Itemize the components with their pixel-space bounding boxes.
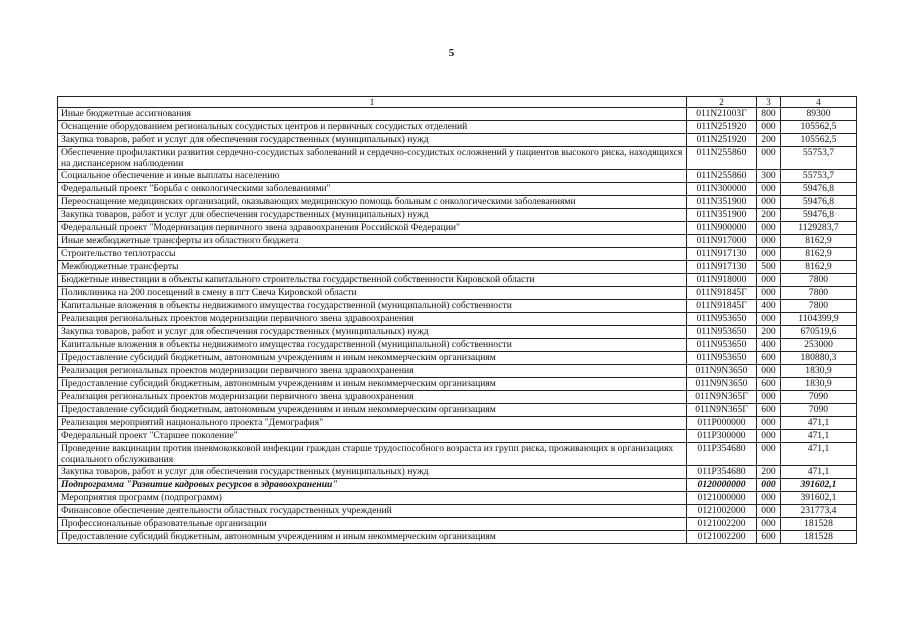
row-type: 400	[757, 339, 781, 352]
row-type: 200	[757, 326, 781, 339]
row-name: Федеральный проект "Модернизация первичного звена здравоохранения Российской Федерации"	[58, 222, 687, 235]
row-amount: 105562,5	[781, 121, 857, 134]
row-name: Закупка товаров, работ и услуг для обеспечения государственных (муниципальных) нужд	[58, 134, 687, 147]
row-amount: 8162,9	[781, 235, 857, 248]
row-name: Строительство теплотрассы	[58, 248, 687, 261]
row-code: 0120000000	[687, 479, 757, 492]
row-amount: 7090	[781, 404, 857, 417]
table-header-row	[58, 97, 857, 108]
row-name: Бюджетные инвестиции в объекты капитального строительства государственной собственности Кировской области	[58, 274, 687, 287]
row-amount: 1104399,9	[781, 313, 857, 326]
row-name: Предоставление субсидий бюджетным, автономным учреждениям и иным некоммерческим организациям	[58, 378, 687, 391]
row-type: 000	[757, 505, 781, 518]
budget-table	[57, 96, 857, 544]
row-name: Предоставление субсидий бюджетным, автономным учреждениям и иным некоммерческим организациям	[58, 404, 687, 417]
table-row	[58, 404, 857, 417]
row-code: 011N9N3650	[687, 365, 757, 378]
row-code: 011N917130	[687, 248, 757, 261]
row-amount: 471,1	[781, 417, 857, 430]
row-code: 011N953650	[687, 326, 757, 339]
header-col-2: 2	[687, 97, 757, 108]
row-name: Межбюджетные трансферты	[58, 261, 687, 274]
row-type: 800	[757, 108, 781, 121]
row-type: 300	[757, 170, 781, 183]
row-code: 0121002200	[687, 531, 757, 544]
row-code: 011N953650	[687, 352, 757, 365]
row-amount: 105562,5	[781, 134, 857, 147]
row-amount: 253000	[781, 339, 857, 352]
table-row	[58, 196, 857, 209]
table-row	[58, 326, 857, 339]
row-code: 011N351900	[687, 209, 757, 222]
row-name: Социальное обеспечение и иные выплаты населению	[58, 170, 687, 183]
table-row	[58, 365, 857, 378]
row-type: 000	[757, 479, 781, 492]
row-type: 000	[757, 287, 781, 300]
table-row	[58, 505, 857, 518]
row-amount: 7090	[781, 391, 857, 404]
row-code: 011P354680	[687, 466, 757, 479]
header-col-3: 3	[757, 97, 781, 108]
table-row	[58, 121, 857, 134]
row-name: Предоставление субсидий бюджетным, автономным учреждениям и иным некоммерческим организациям	[58, 531, 687, 544]
row-amount: 181528	[781, 531, 857, 544]
table-row	[58, 183, 857, 196]
row-name: Переоснащение медицинских организаций, оказывающих медицинскую помощь больным с онкологическими заболеваниями	[58, 196, 687, 209]
row-code: 0121000000	[687, 492, 757, 505]
row-amount: 471,1	[781, 466, 857, 479]
row-type: 000	[757, 443, 781, 466]
row-amount: 59476,8	[781, 209, 857, 222]
row-amount: 55753,7	[781, 170, 857, 183]
row-code: 0121002000	[687, 505, 757, 518]
row-name: Проведение вакцинации против пневмококковой инфекции граждан старше трудоспособного возраста из групп риска, проживающих в организациях социального обслуживания	[58, 443, 687, 466]
row-code: 011N9N365Г	[687, 404, 757, 417]
row-type: 500	[757, 261, 781, 274]
table-row	[58, 417, 857, 430]
row-name: Поликлиника на 200 посещений в смену в пгт Свеча Кировской области	[58, 287, 687, 300]
row-code: 011N918000	[687, 274, 757, 287]
row-type: 000	[757, 518, 781, 531]
row-name: Капитальные вложения в объекты недвижимого имущества государственной (муниципальной) собственности	[58, 300, 687, 313]
row-code: 011N251920	[687, 134, 757, 147]
row-code: 011N91845Г	[687, 300, 757, 313]
row-type: 000	[757, 248, 781, 261]
row-code: 011P000000	[687, 417, 757, 430]
row-type: 000	[757, 492, 781, 505]
row-type: 200	[757, 466, 781, 479]
row-type: 000	[757, 391, 781, 404]
row-name: Капитальные вложения в объекты недвижимого имущества государственной (муниципальной) собственности	[58, 339, 687, 352]
row-name: Закупка товаров, работ и услуг для обеспечения государственных (муниципальных) нужд	[58, 209, 687, 222]
row-amount: 1830,9	[781, 365, 857, 378]
row-name: Закупка товаров, работ и услуг для обеспечения государственных (муниципальных) нужд	[58, 326, 687, 339]
row-name: Финансовое обеспечение деятельности областных государственных учреждений	[58, 505, 687, 518]
row-name: Реализация мероприятий национального проекта "Демография"	[58, 417, 687, 430]
row-amount: 180880,3	[781, 352, 857, 365]
row-amount: 8162,9	[781, 261, 857, 274]
row-name: Иные межбюджетные трансферты из областного бюджета	[58, 235, 687, 248]
table-row	[58, 274, 857, 287]
row-amount: 231773,4	[781, 505, 857, 518]
row-type: 000	[757, 222, 781, 235]
row-type: 600	[757, 378, 781, 391]
row-name: Реализация региональных проектов модернизации первичного звена здравоохранения	[58, 391, 687, 404]
row-amount: 7800	[781, 287, 857, 300]
row-amount: 7800	[781, 300, 857, 313]
table-row	[58, 313, 857, 326]
header-col-4: 4	[781, 97, 857, 108]
row-name: Подпрограмма "Развитие кадровых ресурсов в здравоохранении"	[58, 479, 687, 492]
row-type: 000	[757, 147, 781, 170]
row-type: 000	[757, 313, 781, 326]
row-amount: 391602,1	[781, 479, 857, 492]
row-code: 0121002200	[687, 518, 757, 531]
row-code: 011N953650	[687, 313, 757, 326]
table-row	[58, 235, 857, 248]
row-amount: 59476,8	[781, 183, 857, 196]
row-type: 000	[757, 183, 781, 196]
row-code: 011N351900	[687, 196, 757, 209]
table-row	[58, 170, 857, 183]
row-amount: 55753,7	[781, 147, 857, 170]
table-row	[58, 134, 857, 147]
row-code: 011N251920	[687, 121, 757, 134]
table-row	[58, 339, 857, 352]
row-type: 000	[757, 430, 781, 443]
table-row	[58, 287, 857, 300]
table-row	[58, 222, 857, 235]
row-type: 600	[757, 352, 781, 365]
row-amount: 1129283,7	[781, 222, 857, 235]
table-row	[58, 378, 857, 391]
row-code: 011N91845Г	[687, 287, 757, 300]
table-row	[58, 531, 857, 544]
table-row	[58, 466, 857, 479]
table-row	[58, 300, 857, 313]
row-code: 011N9N3650	[687, 378, 757, 391]
row-type: 000	[757, 121, 781, 134]
row-code: 011N900000	[687, 222, 757, 235]
row-name: Федеральный проект "Борьба с онкологическими заболеваниями"	[58, 183, 687, 196]
row-amount: 471,1	[781, 443, 857, 466]
row-amount: 1830,9	[781, 378, 857, 391]
row-name: Закупка товаров, работ и услуг для обеспечения государственных (муниципальных) нужд	[58, 466, 687, 479]
row-amount: 471,1	[781, 430, 857, 443]
page-number: 5	[448, 47, 455, 59]
row-name: Федеральный проект "Старшее поколение"	[58, 430, 687, 443]
header-col-1: 1	[58, 97, 687, 108]
row-type: 200	[757, 209, 781, 222]
row-type: 200	[757, 134, 781, 147]
table-row	[58, 147, 857, 170]
row-amount: 89300	[781, 108, 857, 121]
table-row	[58, 209, 857, 222]
row-amount: 8162,9	[781, 248, 857, 261]
table-row	[58, 479, 857, 492]
row-code: 011N9N365Г	[687, 391, 757, 404]
row-type: 000	[757, 274, 781, 287]
table-row	[58, 443, 857, 466]
row-amount: 670519,6	[781, 326, 857, 339]
row-code: 011P300000	[687, 430, 757, 443]
table-row	[58, 261, 857, 274]
row-code: 011N300000	[687, 183, 757, 196]
row-type: 600	[757, 531, 781, 544]
row-code: 011N953650	[687, 339, 757, 352]
row-amount: 59476,8	[781, 196, 857, 209]
row-amount: 391602,1	[781, 492, 857, 505]
row-name: Обеспечение профилактики развития сердечно-сосудистых заболеваний и сердечно-сосудистых осложнений у пациентов высокого риска, находящихся на диспансерном наблюдении	[58, 147, 687, 170]
row-name: Предоставление субсидий бюджетным, автономным учреждениям и иным некоммерческим организациям	[58, 352, 687, 365]
row-name: Оснащение оборудованием региональных сосудистых центров и первичных сосудистых отделений	[58, 121, 687, 134]
row-type: 000	[757, 365, 781, 378]
row-name: Профессиональные образовательные организации	[58, 518, 687, 531]
table-row	[58, 248, 857, 261]
table-row	[58, 518, 857, 531]
row-type: 000	[757, 235, 781, 248]
row-type: 000	[757, 417, 781, 430]
row-amount: 181528	[781, 518, 857, 531]
row-code: 011N917130	[687, 261, 757, 274]
row-name: Иные бюджетные ассигнования	[58, 108, 687, 121]
row-code: 011N255860	[687, 147, 757, 170]
row-type: 000	[757, 196, 781, 209]
row-name: Реализация региональных проектов модернизации первичного звена здравоохранения	[58, 365, 687, 378]
row-name: Реализация региональных проектов модернизации первичного звена здравоохранения	[58, 313, 687, 326]
row-code: 011N255860	[687, 170, 757, 183]
row-type: 600	[757, 404, 781, 417]
table-row	[58, 492, 857, 505]
table-row	[58, 430, 857, 443]
table-row	[58, 391, 857, 404]
row-amount: 7800	[781, 274, 857, 287]
row-type: 400	[757, 300, 781, 313]
table-row	[58, 352, 857, 365]
row-code: 011N917000	[687, 235, 757, 248]
table-row	[58, 108, 857, 121]
row-code: 011N21003Г	[687, 108, 757, 121]
row-code: 011P354680	[687, 443, 757, 466]
row-name: Мероприятия программ (подпрограмм)	[58, 492, 687, 505]
